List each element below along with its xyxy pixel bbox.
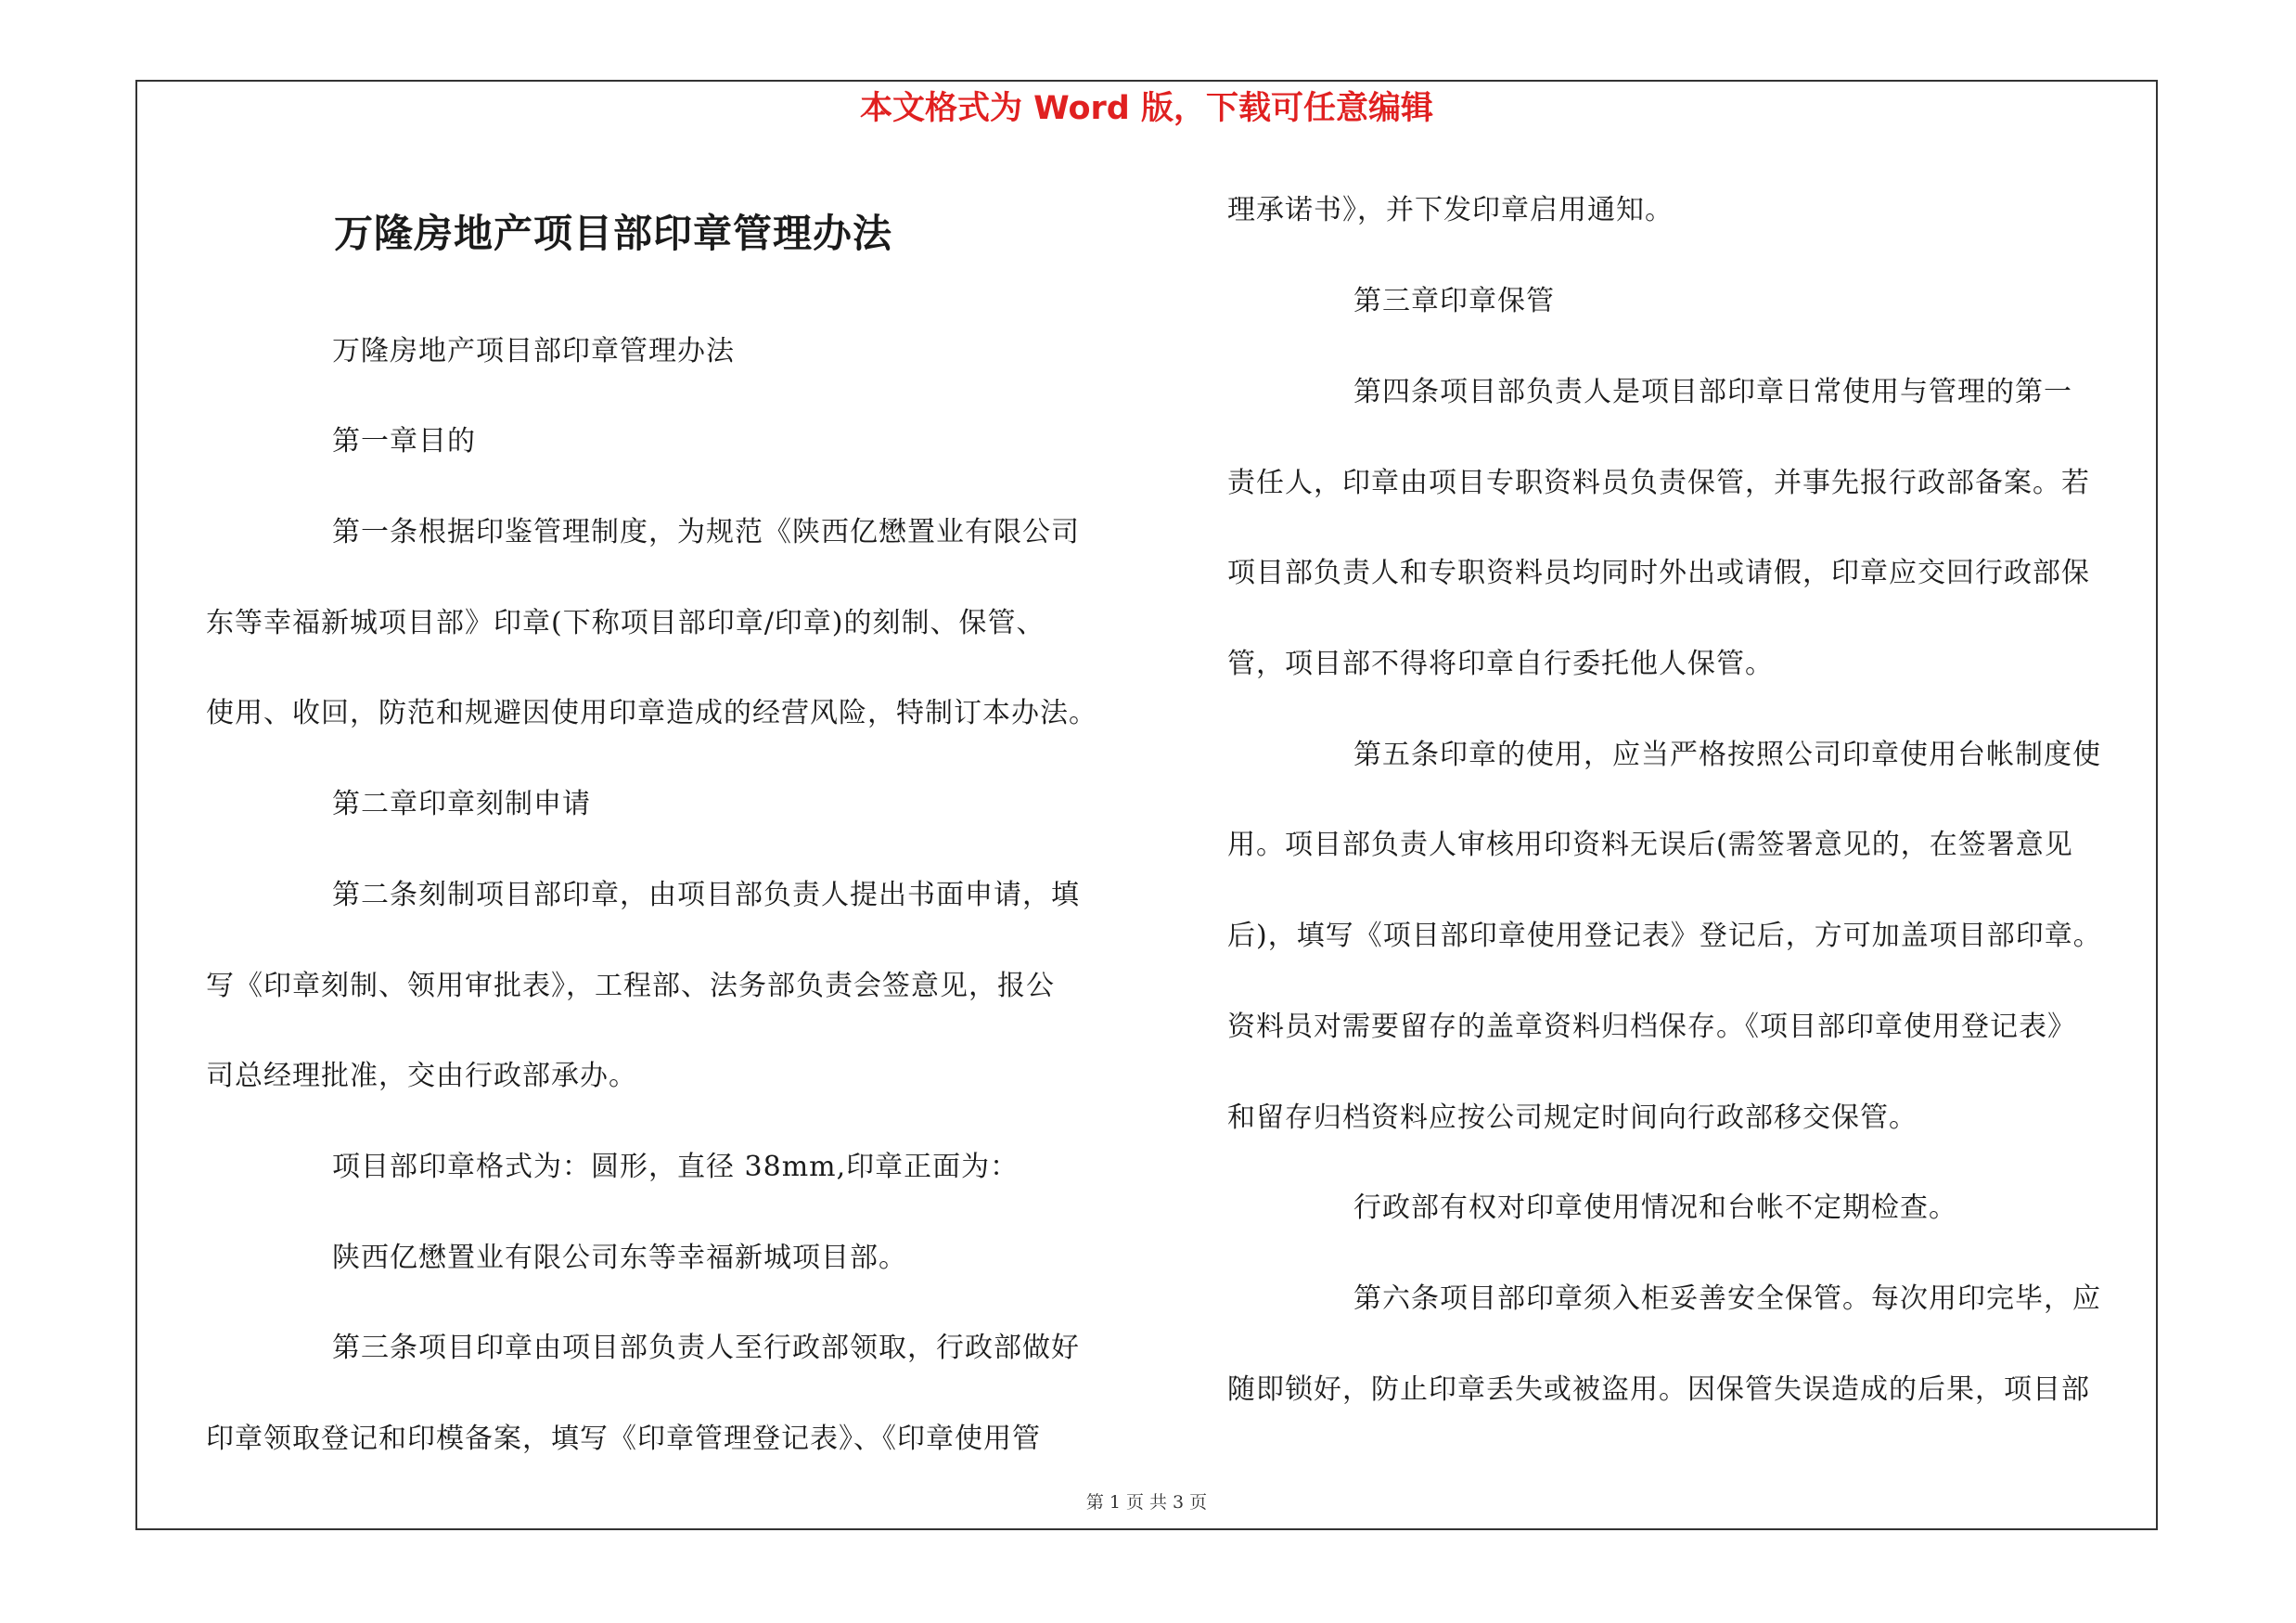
left-line: 第一条根据印鉴管理制度，为规范《陕西亿懋置业有限公司 [332, 516, 1080, 548]
right-line: 第三章印章保管 [1353, 285, 1555, 317]
right-line: 行政部有权对印章使用情况和台帐不定期检查。 [1353, 1191, 1957, 1224]
right-line: 责任人，印章由项目专职资料员负责保管，并事先报行政部备案。若 [1227, 467, 2090, 499]
left-line: 项目部印章格式为：圆形，直径 38mm,印章正面为： [332, 1151, 1020, 1183]
right-line: 项目部负责人和专职资料员均同时外出或请假，印章应交回行政部保 [1227, 557, 2090, 589]
right-line: 资料员对需要留存的盖章资料归档保存。《项目部印章使用登记表》 [1227, 1011, 2076, 1043]
right-line: 第五条印章的使用，应当严格按照公司印章使用台帐制度使 [1353, 739, 2101, 771]
right-line: 随即锁好，防止印章丢失或被盗用。因保管失误造成的后果，项目部 [1227, 1373, 2090, 1406]
left-line: 第三条项目印章由项目部负责人至行政部领取，行政部做好 [332, 1332, 1080, 1364]
right-line: 和留存归档资料应按公司规定时间向行政部移交保管。 [1227, 1101, 1918, 1134]
document-title: 万隆房地产项目部印章管理办法 [334, 211, 893, 256]
left-line: 万隆房地产项目部印章管理办法 [332, 335, 735, 367]
right-line: 后)，填写《项目部印章使用登记表》登记后，方可加盖项目部印章。 [1227, 920, 2102, 952]
left-line: 司总经理批准，交由行政部承办。 [206, 1060, 637, 1092]
left-line: 东等幸福新城项目部》印章(下称项目部印章/印章)的刻制、保管、 [206, 607, 1045, 639]
left-line: 第一章目的 [332, 425, 476, 457]
right-line: 第六条项目部印章须入柜妥善安全保管。每次用印完毕，应 [1353, 1282, 2101, 1315]
right-line: 理承诺书》，并下发印章启用通知。 [1227, 194, 1674, 226]
right-line: 用。项目部负责人审核用印资料无误后(需签署意见的，在签署意见 [1227, 829, 2073, 861]
left-line: 第二条刻制项目部印章，由项目部负责人提出书面申请，填 [332, 879, 1080, 911]
left-line: 印章领取登记和印模备案，填写《印章管理登记表》、《印章使用管 [206, 1423, 1041, 1455]
word-format-banner: 本文格式为 Word 版，下载可任意编辑 [859, 90, 1434, 127]
left-line: 使用、收回，防范和规避因使用印章造成的经营风险，特制订本办法。 [206, 697, 1097, 729]
left-line: 陕西亿懋置业有限公司东等幸福新城项目部。 [332, 1242, 907, 1274]
left-line: 第二章印章刻制申请 [332, 788, 591, 820]
page-number-footer: 第 1 页 共 3 页 [1085, 1492, 1208, 1513]
right-line: 第四条项目部负责人是项目部印章日常使用与管理的第一 [1353, 376, 2072, 408]
right-line: 管，项目部不得将印章自行委托他人保管。 [1227, 648, 1774, 680]
left-line: 写《印章刻制、领用审批表》，工程部、法务部负责会签意见，报公 [206, 970, 1055, 1002]
